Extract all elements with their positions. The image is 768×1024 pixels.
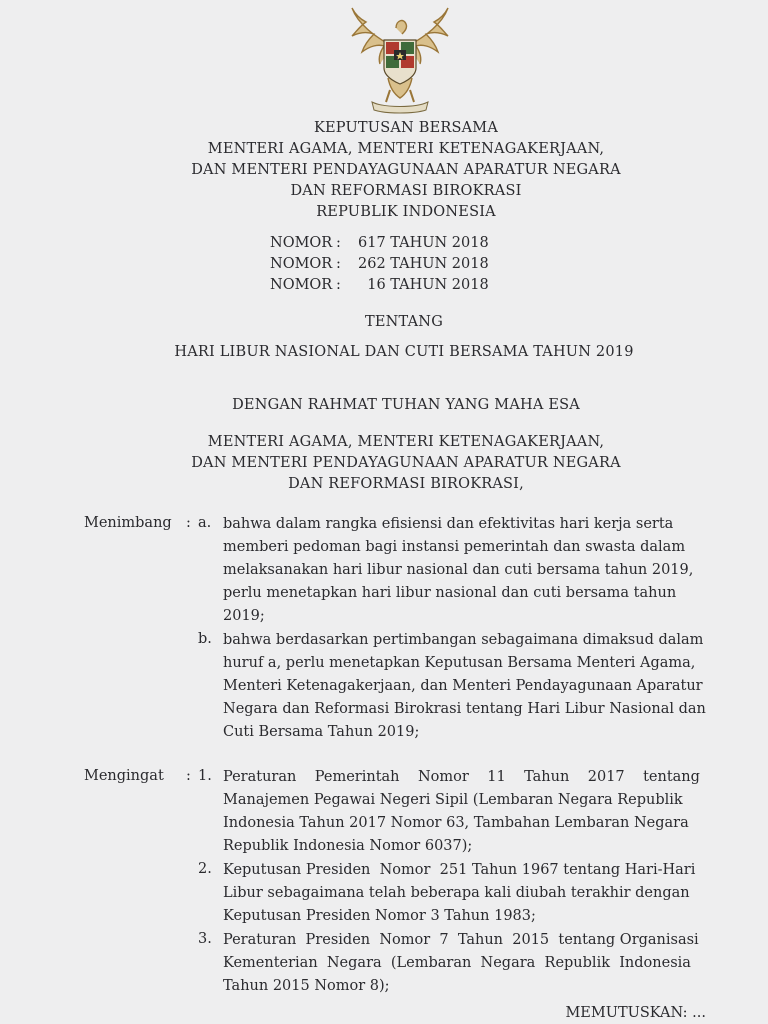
menimbang-item-a <box>223 513 723 628</box>
nomor-label: NOMOR <box>270 277 333 293</box>
rahmat-heading <box>6 395 768 416</box>
officials-line: MENTERI AGAMA, MENTERI KETENAGAKERJAAN, <box>207 434 605 450</box>
heading-line: DAN REFORMASI BIROKRASI <box>290 183 522 199</box>
nomor-colon: : <box>336 277 341 293</box>
text-line: Republik Indonesia Nomor 6037); <box>223 838 473 854</box>
heading-line: REPUBLIK INDONESIA <box>316 204 496 220</box>
text-line: Libur sebagaimana telah beberapa kali diubah terakhir dengan <box>223 885 690 901</box>
mengingat-item-1 <box>223 766 723 858</box>
text-line: Peraturan Pemerintah Nomor 11 Tahun 2017 tentang <box>223 769 700 785</box>
text-line: Manajemen Pegawai Negeri Sipil (Lembaran Negara Republik <box>223 792 683 808</box>
item-marker: 1. <box>198 768 212 784</box>
text-line: Tahun 2015 Nomor 8); <box>223 978 390 994</box>
nomor-value: 617 TAHUN 2018 <box>358 235 489 251</box>
tentang-text: TENTANG <box>365 314 443 330</box>
mengingat-colon: : <box>186 768 191 784</box>
menimbang-colon: : <box>186 515 191 531</box>
text-line: bahwa berdasarkan pertimbangan sebagaimana dimaksud dalam <box>223 632 704 648</box>
text-line: Menteri Ketenagakerjaan, dan Menteri Pendayagunaan Aparatur <box>223 678 703 694</box>
mengingat-item-3 <box>223 929 723 998</box>
text-line: bahwa dalam rangka efisiensi dan efektivitas hari kerja serta <box>223 516 674 532</box>
heading-line: KEPUTUSAN BERSAMA <box>313 120 498 136</box>
garuda-emblem-icon <box>344 6 456 116</box>
text-line: perlu menetapkan hari libur nasional dan cuti bersama tahun <box>223 585 677 601</box>
officials-line: DAN MENTERI PENDAYAGUNAAN APARATUR NEGARA <box>191 455 621 471</box>
tentang-heading <box>4 312 768 333</box>
text-line: Keputusan Presiden Nomor 251 Tahun 1967 tentang Hari-Hari <box>223 862 696 878</box>
subject-text: HARI LIBUR NASIONAL DAN CUTI BERSAMA TAHUN 2019 <box>174 344 634 360</box>
item-marker: 2. <box>198 861 212 877</box>
nomor-value: 16 TAHUN 2018 <box>358 277 489 293</box>
heading-line: MENTERI AGAMA, MENTERI KETENAGAKERJAAN, <box>207 141 605 157</box>
menimbang-label: Menimbang <box>84 515 172 531</box>
menimbang-item-b <box>223 629 723 744</box>
officials-block <box>6 432 768 495</box>
subject-heading <box>4 342 768 363</box>
memutuskan-continuation: MEMUTUSKAN: ... <box>565 1005 706 1021</box>
text-line: Indonesia Tahun 2017 Nomor 63, Tambahan Lembaran Negara <box>223 815 689 831</box>
nomor-line <box>270 233 489 254</box>
mengingat-item-2 <box>223 859 723 928</box>
text-line: Negara dan Reformasi Birokrasi tentang Hari Libur Nasional dan <box>223 701 706 717</box>
rahmat-text: DENGAN RAHMAT TUHAN YANG MAHA ESA <box>232 397 580 413</box>
nomor-value: 262 TAHUN 2018 <box>358 256 489 272</box>
mengingat-label: Mengingat <box>84 768 164 784</box>
officials-line: DAN REFORMASI BIROKRASI, <box>288 476 524 492</box>
text-line: Kementerian Negara (Lembaran Negara Republik Indonesia <box>223 955 691 971</box>
nomor-label: NOMOR <box>270 235 333 251</box>
heading-block <box>6 118 768 223</box>
nomor-line <box>270 254 489 275</box>
item-marker: a. <box>198 515 212 531</box>
text-line: Keputusan Presiden Nomor 3 Tahun 1983; <box>223 908 536 924</box>
text-line: 2019; <box>223 608 265 624</box>
nomor-line <box>270 275 489 296</box>
nomor-label: NOMOR <box>270 256 333 272</box>
text-line: memberi pedoman bagi instansi pemerintah dan swasta dalam <box>223 539 686 555</box>
heading-line: DAN MENTERI PENDAYAGUNAAN APARATUR NEGARA <box>191 162 621 178</box>
item-marker: 3. <box>198 931 212 947</box>
text-line: melaksanakan hari libur nasional dan cuti bersama tahun 2019, <box>223 562 694 578</box>
text-line: Cuti Bersama Tahun 2019; <box>223 724 420 740</box>
nomor-colon: : <box>336 235 341 251</box>
nomor-colon: : <box>336 256 341 272</box>
text-line: Peraturan Presiden Nomor 7 Tahun 2015 tentang Organisasi <box>223 932 699 948</box>
item-marker: b. <box>198 631 212 647</box>
text-line: huruf a, perlu menetapkan Keputusan Bersama Menteri Agama, <box>223 655 696 671</box>
